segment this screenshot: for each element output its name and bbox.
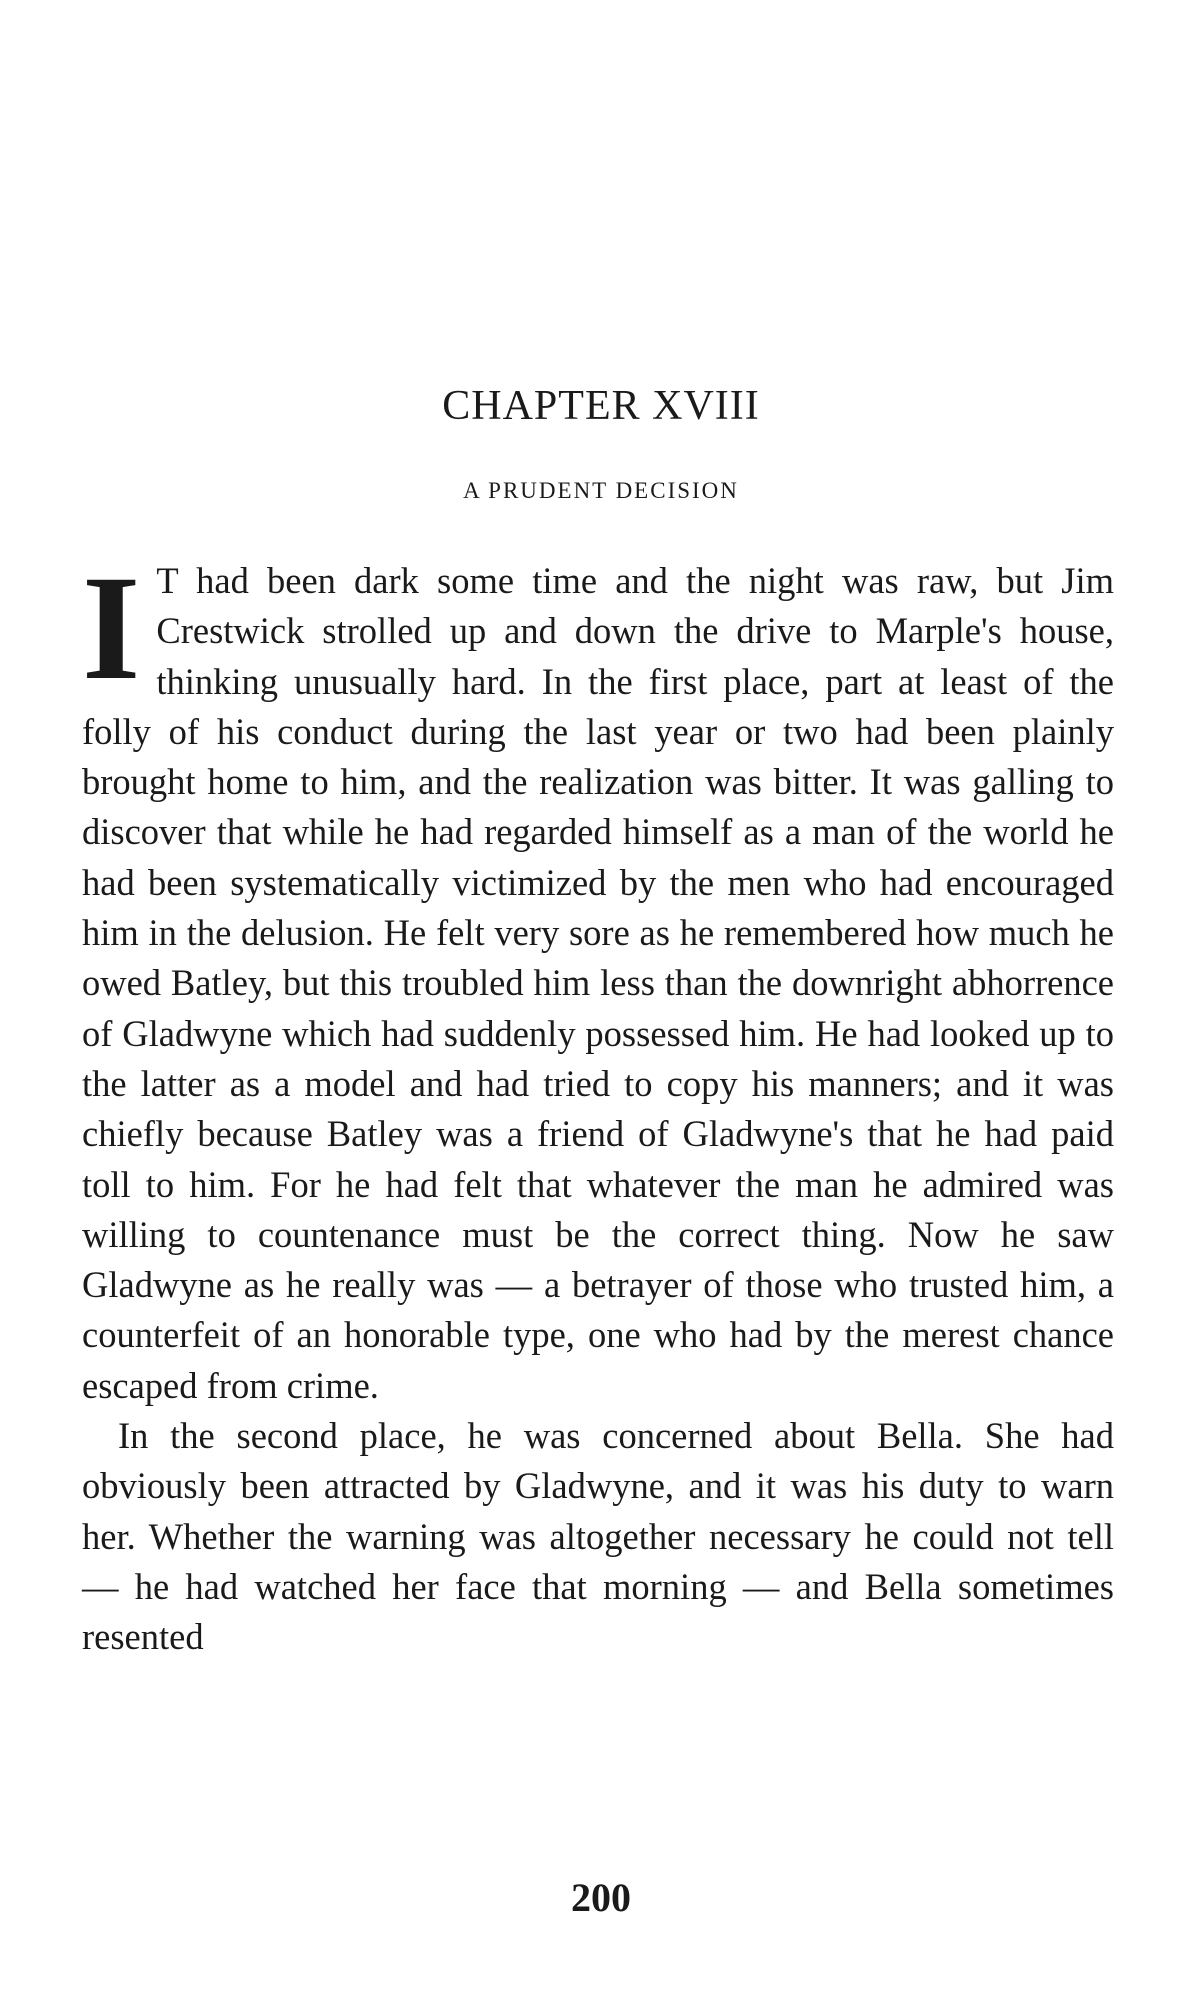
paragraph-2: In the second place, he was concerned about Bella. She had obviously been attracted by Gladwyne, and it was his duty to warn her. Whether the warning was altogether necessary he could not tell — he had watched her face that morning — and Bella sometimes resented bbox=[82, 1415, 1114, 1658]
drop-cap: I bbox=[82, 545, 141, 711]
chapter-body bbox=[82, 545, 1114, 1663]
paragraph-1-text: T had been dark some time and the night was raw, but Jim Crestwick strolled up and down the drive to Marple's house, thinking unusually hard. In the first place, part at least of the folly of his conduct during the last year or two had been plainly brought home to him, and the realization was bitter. It was galling to discover that while he had regarded himself as a man of the world he had been systematically victimized by the men who had encouraged him in the delusion. He felt very sore as he remembered how much he owed Batley, but this troubled him less than the downright abhorrence of Gladwyne which had suddenly possessed him. He had looked up to the latter as a model and had tried to copy his manners; and it was chiefly because Batley was a friend of Gladwyne's that he had paid toll to him. For he had felt that whatever the man he admired was willing to countenance must be the correct thing. Now he saw Gladwyne as he really was — a betrayer of those who trusted him, a counterfeit of an honorable type, one who had by the merest chance escaped from crime. bbox=[82, 560, 1114, 1406]
chapter-title: CHAPTER XVIII bbox=[442, 383, 760, 429]
chapter-subtitle: A PRUDENT DECISION bbox=[463, 478, 739, 503]
paragraph-1 bbox=[82, 545, 1114, 1411]
page-number: 200 bbox=[571, 1875, 631, 1920]
